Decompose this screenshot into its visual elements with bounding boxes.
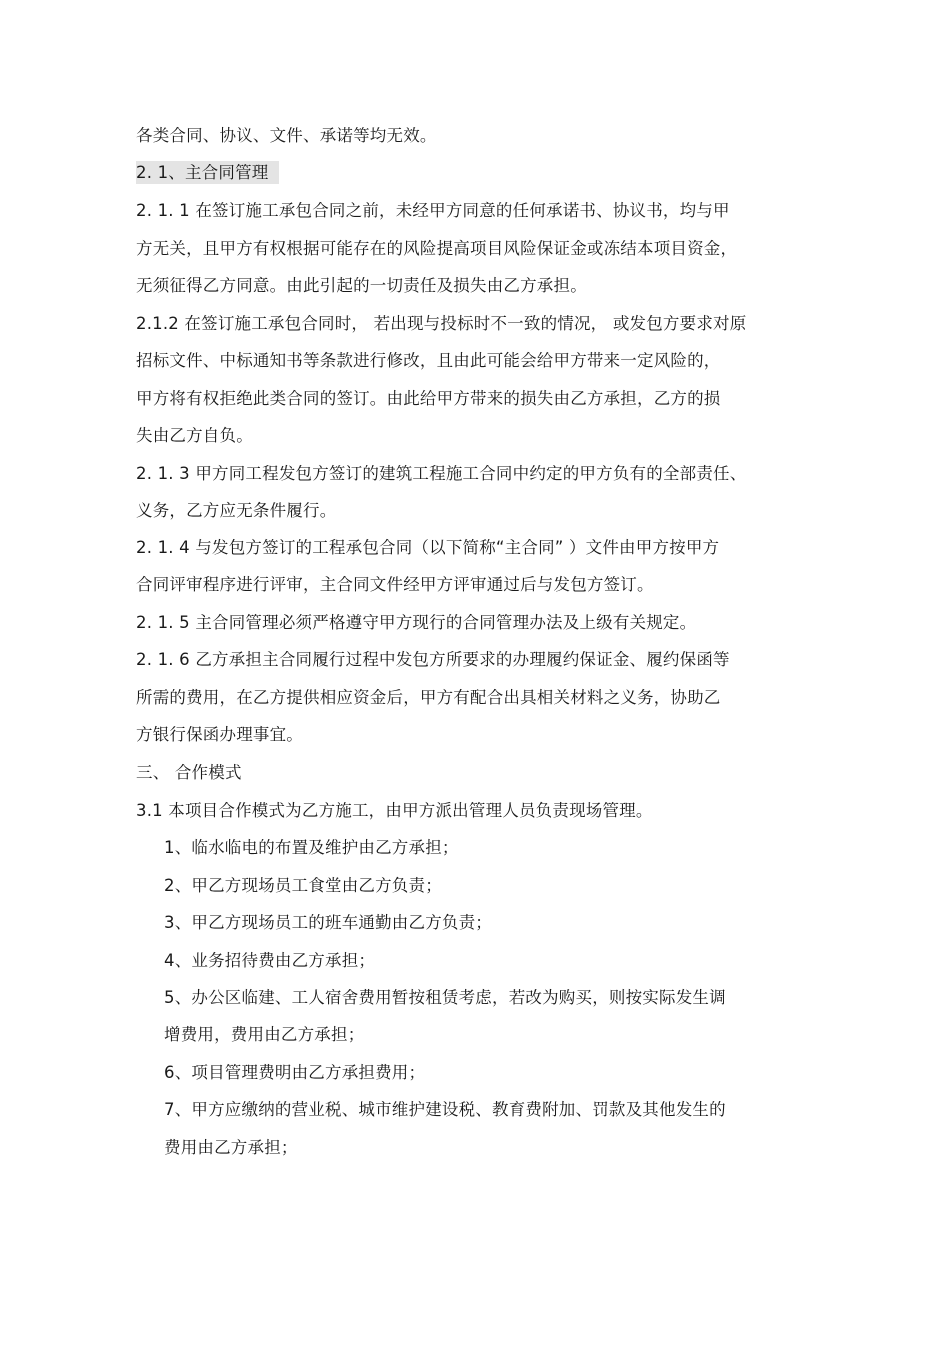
list-item: 6、项目管理费明由乙方承担费用；: [164, 1063, 426, 1082]
text-line: 义务，乙方应无条件履行。: [136, 501, 337, 520]
text-line: 2.1.2 在签订施工承包合同时， 若出现与投标时不一致的情况， 或发包方要求对原: [136, 314, 747, 333]
section-heading: 三、 合作模式: [136, 763, 242, 782]
text-line: 各类合同、协议、文件、承诺等均无效。: [136, 126, 437, 145]
list-item: 2、甲乙方现场员工食堂由乙方负责；: [164, 876, 442, 895]
section-heading: [136, 163, 279, 183]
text-line: 2. 1. 1 在签订施工承包合同之前，未经甲方同意的任何承诺书、协议书，均与甲: [136, 201, 730, 220]
list-item: 5、办公区临建、工人宿舍费用暂按租赁考虑，若改为购买，则按实际发生调: [164, 988, 726, 1007]
text-line: 失由乙方自负。: [136, 426, 253, 445]
highlighted-heading: 2. 1、主合同管理: [136, 161, 279, 184]
list-item: 1、临水临电的布置及维护由乙方承担；: [164, 838, 459, 857]
list-item: 3、甲乙方现场员工的班车通勤由乙方负责；: [164, 913, 492, 932]
list-item: 7、甲方应缴纳的营业税、城市维护建设税、教育费附加、罚款及其他发生的: [164, 1100, 726, 1119]
text-line: 2. 1. 5 主合同管理必须严格遵守甲方现行的合同管理办法及上级有关规定。: [136, 613, 697, 632]
text-line: 招标文件、中标通知书等条款进行修改，且由此可能会给甲方带来一定风险的，: [136, 351, 721, 370]
text-line: 方银行保函办理事宜。: [136, 725, 303, 744]
text-line: 3.1 本项目合作模式为乙方施工，由甲方派出管理人员负责现场管理。: [136, 801, 653, 820]
text-line: 甲方将有权拒绝此类合同的签订。由此给甲方带来的损失由乙方承担，乙方的损: [136, 389, 721, 408]
text-line: 所需的费用，在乙方提供相应资金后，甲方有配合出具相关材料之义务，协助乙: [136, 688, 721, 707]
text-line: 无须征得乙方同意。由此引起的一切责任及损失由乙方承担。: [136, 276, 587, 295]
text-line: 合同评审程序进行评审，主合同文件经甲方评审通过后与发包方签订。: [136, 575, 654, 594]
list-item-continuation: 费用由乙方承担；: [164, 1138, 298, 1157]
text-line: 2. 1. 4 与发包方签订的工程承包合同（以下简称“主合同” ）文件由甲方按甲方: [136, 538, 720, 557]
list-item: 4、业务招待费由乙方承担；: [164, 951, 376, 970]
text-line: 方无关，且甲方有权根据可能存在的风险提高项目风险保证金或冻结本项目资金，: [136, 239, 738, 258]
text-line: 2. 1. 6 乙方承担主合同履行过程中发包方所要求的办理履约保证金、履约保函等: [136, 650, 730, 669]
list-item-continuation: 增费用，费用由乙方承担；: [164, 1025, 365, 1044]
text-line: 2. 1. 3 甲方同工程发包方签订的建筑工程施工合同中约定的甲方负有的全部责任、: [136, 464, 747, 483]
